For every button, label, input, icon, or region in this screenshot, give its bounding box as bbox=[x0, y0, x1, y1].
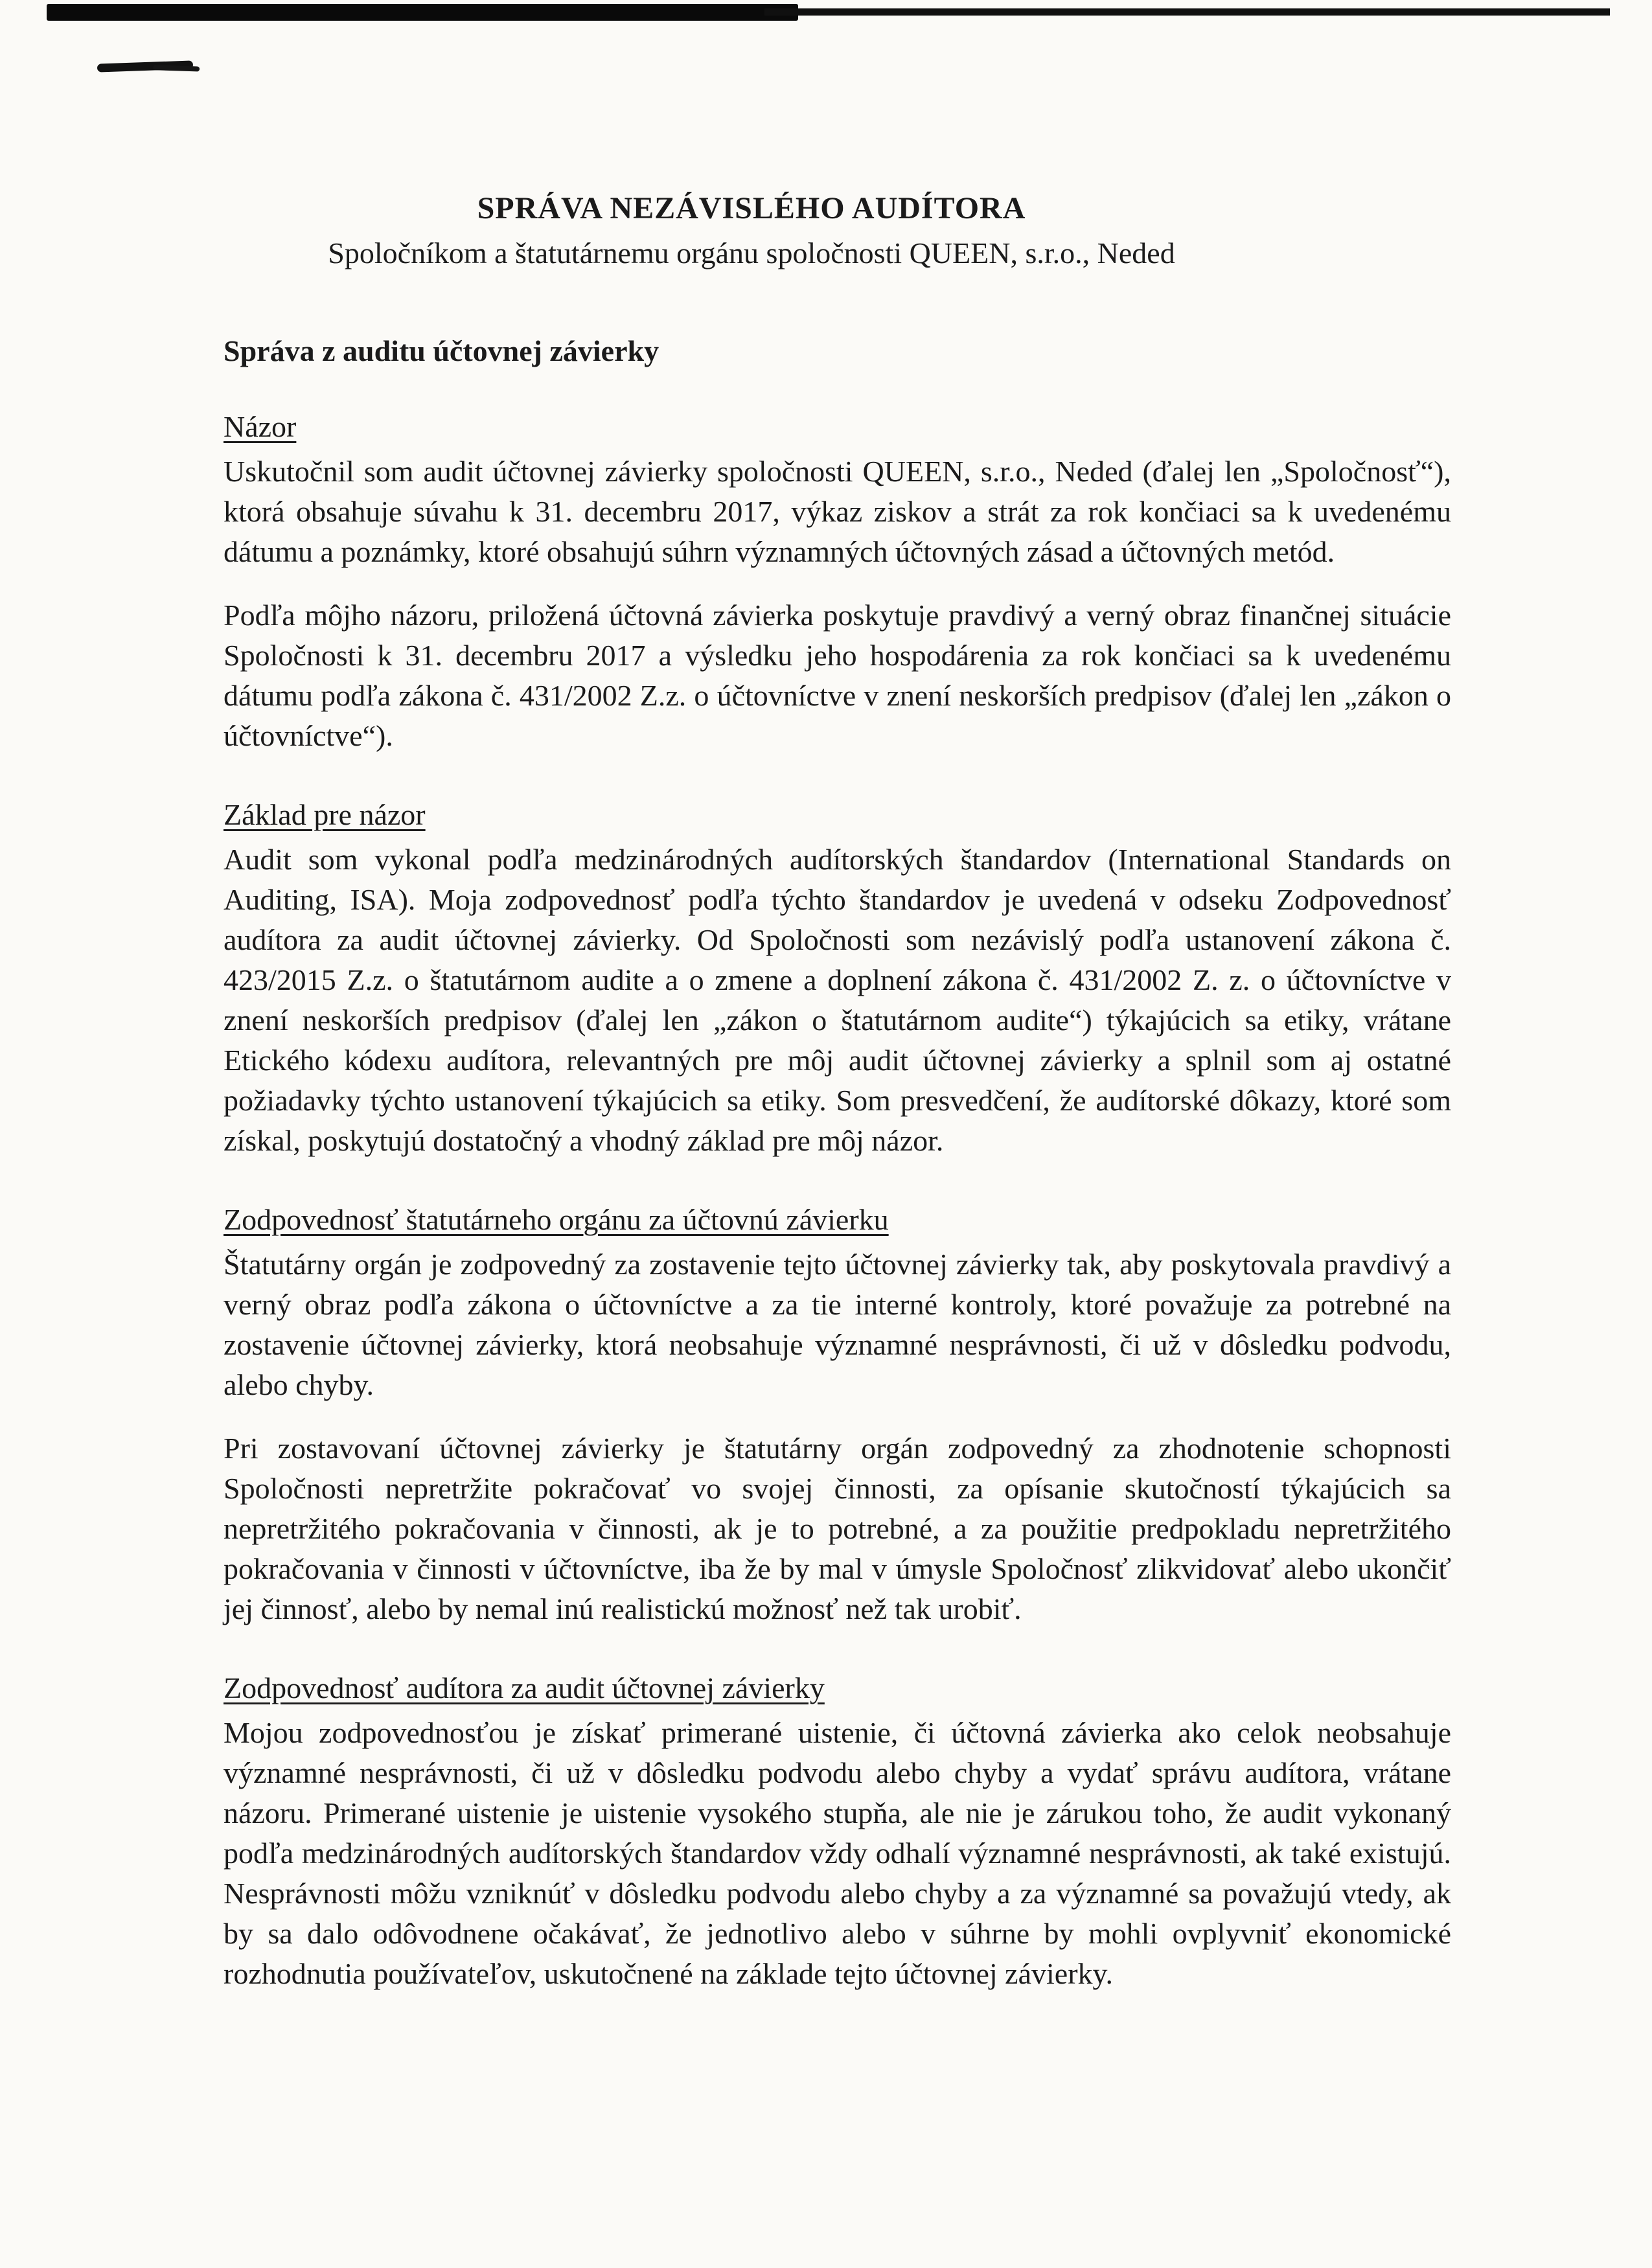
section-opinion bbox=[224, 409, 1451, 756]
paragraph: Štatutárny orgán je zodpovedný za zostavenie tejto účtovnej závierky tak, aby poskytovala pravdivý a verný obraz podľa zákona o účtovníctve a za tie interné kontroly, ktoré považuje za potrebné na zostavenie účtovnej závierky, ktorá neobsahuje významné nesprávnosti, či už v dôsledku podvodu, alebo chyby. bbox=[224, 1248, 1451, 1401]
page-subtitle: Spoločníkom a štatutárnemu orgánu spoločnosti QUEEN, s.r.o., Neded bbox=[328, 236, 1175, 269]
section-basis-for-opinion bbox=[224, 797, 1451, 1161]
paragraph: Audit som vykonal podľa medzinárodných audítorských štandardov (International Standards on Auditing, ISA). Moja zodpovednosť podľa týchto štandardov je uvedená v odseku Zodpovednosť audítora za audit účtovnej závierky. Od Spoločnosti som nezávislý podľa ustanovení zákona č. 423/2015 Z.z. o štatutárnom audite a o zmene a doplnení zákona č. 431/2002 Z. z. o účtovníctve v znení neskorších predpisov (ďalej len „zákon o štatutárnom audite“) týkajúcich sa etiky, vrátane Etického kódexu audítora, relevantných pre môj audit účtovnej závierky a splnil som aj ostatné požiadavky týchto ustanovení týkajúcich sa etiky. Som presvedčení, že audítorské dôkazy, ktoré som získal, poskytujú dostatočný a vhodný základ pre môj názor. bbox=[224, 843, 1451, 1157]
paragraph: Podľa môjho názoru, priložená účtovná závierka poskytuje pravdivý a verný obraz finančnej situácie Spoločnosti k 31. decembru 2017 a výsledku jeho hospodárenia za rok končiaci sa k uvedenému dátumu podľa zákona č. 431/2002 Z.z. o účtovníctve v znení neskorších predpisov (ďalej len „zákon o účtovníctve“). bbox=[224, 599, 1451, 752]
paragraph: Mojou zodpovednosťou je získať primerané uistenie, či účtovná závierka ako celok neobsahuje významné nesprávnosti, či už v dôsledku podvodu alebo chyby a vydať správu audítora, vrátane názoru. Primerané uistenie je uistenie vysokého stupňa, ale nie je zárukou toho, že audit vykonaný podľa medzinárodných audítorských štandardov vždy odhalí významné nesprávnosti, ak také existujú. Nesprávnosti môžu vzniknúť v dôsledku podvodu alebo chyby a za významné sa považujú vtedy, ak by sa dalo odôvodnene očakávať, že jednotlivo alebo v súhrne by mohli ovplyvniť ekonomické rozhodnutia používateľov, uskutočnené na základe tejto účtovnej závierky. bbox=[224, 1716, 1451, 1990]
section-auditor-responsibility bbox=[224, 1671, 1451, 1994]
report-heading: Správa z auditu účtovnej závierky bbox=[224, 334, 660, 367]
section-heading: Základ pre názor bbox=[224, 798, 426, 831]
section-management-responsibility bbox=[224, 1202, 1451, 1629]
paragraph: Uskutočnil som audit účtovnej závierky spoločnosti QUEEN, s.r.o., Neded (ďalej len „Spoločnosť“), ktorá obsahuje súvahu k 31. decembru 2017, výkaz ziskov a strát za rok končiaci sa k uvedenému dátumu a poznámky, ktoré obsahujú súhrn významných účtovných zásad a účtovných metód. bbox=[224, 455, 1451, 568]
section-heading: Názor bbox=[224, 410, 297, 443]
section-heading: Zodpovednosť štatutárneho orgánu za účtovnú závierku bbox=[224, 1203, 889, 1236]
document-header bbox=[224, 189, 1279, 272]
page-title: SPRÁVA NEZÁVISLÉHO AUDÍTORA bbox=[477, 191, 1026, 225]
paragraph: Pri zostavovaní účtovnej závierky je štatutárny orgán zodpovedný za zhodnotenie schopnosti Spoločnosti nepretržite pokračovať vo svojej činnosti, za opísanie skutočností týkajúcich sa nepretržitého pokračovania v činnosti, ak je to potrebné, a za použitie predpokladu nepretržitého pokračovania v činnosti v účtovníctve, iba že by mal v úmysle Spoločnosť zlikvidovať alebo ukončiť jej činnosť, alebo by nemal inú realistickú možnosť než tak urobiť. bbox=[224, 1432, 1451, 1625]
section-heading: Zodpovednosť audítora za audit účtovnej závierky bbox=[224, 1671, 825, 1704]
